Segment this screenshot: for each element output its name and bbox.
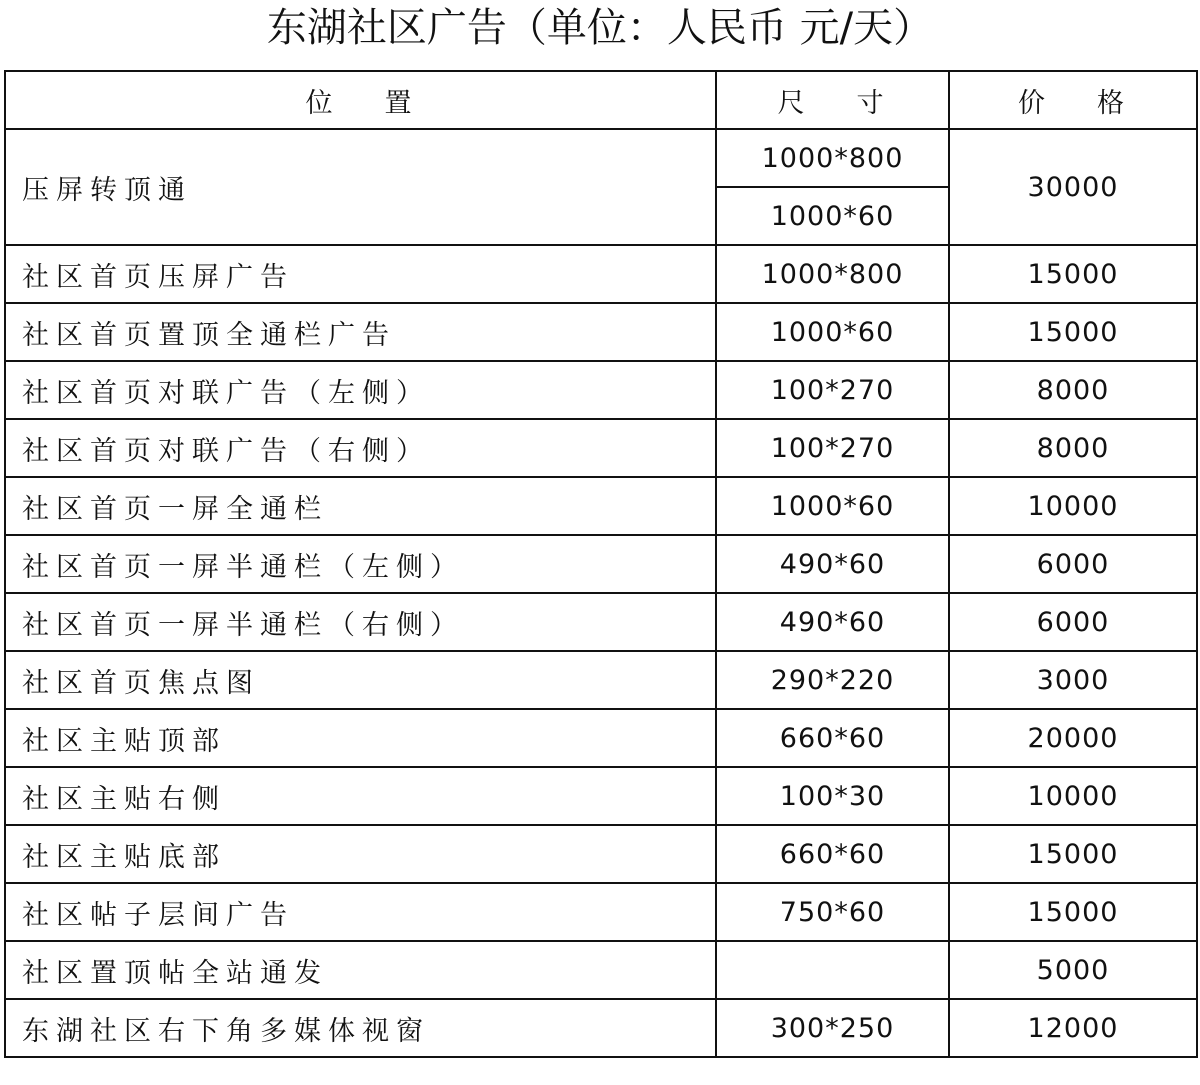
position-cell: 压屏转顶通 — [5, 129, 716, 245]
header-price-char-2: 格 — [1097, 87, 1128, 119]
position-cell: 社区首页置顶全通栏广告 — [5, 303, 716, 361]
price-cell: 8000 — [949, 361, 1197, 419]
table-row — [5, 535, 1197, 593]
header-position — [5, 71, 716, 129]
price-cell: 15000 — [949, 303, 1197, 361]
size-cell: 490*60 — [716, 593, 949, 651]
table-row — [5, 303, 1197, 361]
table-row — [5, 419, 1197, 477]
position-cell: 社区首页压屏广告 — [5, 245, 716, 303]
position-cell: 社区主贴底部 — [5, 825, 716, 883]
position-cell: 社区首页焦点图 — [5, 651, 716, 709]
price-cell: 30000 — [949, 129, 1197, 245]
header-size — [716, 71, 949, 129]
header-price-char-1: 价 — [1018, 87, 1049, 119]
header-size-char-1: 尺 — [777, 87, 809, 119]
price-cell: 6000 — [949, 593, 1197, 651]
table-row — [5, 651, 1197, 709]
price-cell: 10000 — [949, 477, 1197, 535]
size-cell: 1000*60 — [716, 187, 949, 245]
table-row — [5, 477, 1197, 535]
price-cell: 20000 — [949, 709, 1197, 767]
size-cell: 1000*800 — [716, 129, 949, 187]
price-cell: 3000 — [949, 651, 1197, 709]
size-cell: 300*250 — [716, 999, 949, 1057]
header-price — [949, 71, 1197, 129]
size-cell: 1000*60 — [716, 303, 949, 361]
table-row — [5, 709, 1197, 767]
page-title: 东湖社区广告（单位：人民币 元/天） — [266, 5, 934, 51]
position-cell: 社区主贴顶部 — [5, 709, 716, 767]
price-cell: 8000 — [949, 419, 1197, 477]
position-cell: 社区帖子层间广告 — [5, 883, 716, 941]
size-cell: 660*60 — [716, 825, 949, 883]
table-header-row — [5, 71, 1197, 129]
size-cell: 660*60 — [716, 709, 949, 767]
position-cell: 社区首页对联广告（左侧） — [5, 361, 716, 419]
header-size-char-2: 寸 — [856, 87, 888, 119]
ad-price-table — [4, 70, 1198, 1058]
size-cell — [716, 941, 949, 999]
price-cell: 12000 — [949, 999, 1197, 1057]
table-row — [5, 941, 1197, 999]
price-cell: 15000 — [949, 883, 1197, 941]
position-cell: 社区主贴右侧 — [5, 767, 716, 825]
size-cell: 100*30 — [716, 767, 949, 825]
position-cell: 社区首页一屏全通栏 — [5, 477, 716, 535]
table-row — [5, 361, 1197, 419]
price-cell: 6000 — [949, 535, 1197, 593]
table-row — [5, 767, 1197, 825]
size-cell: 750*60 — [716, 883, 949, 941]
table-row — [5, 883, 1197, 941]
header-position-char-1: 位 — [305, 87, 337, 119]
price-cell: 5000 — [949, 941, 1197, 999]
position-cell: 社区置顶帖全站通发 — [5, 941, 716, 999]
size-cell: 100*270 — [716, 361, 949, 419]
price-cell: 15000 — [949, 245, 1197, 303]
size-cell: 290*220 — [716, 651, 949, 709]
table-row — [5, 129, 1197, 187]
position-cell: 社区首页一屏半通栏（左侧） — [5, 535, 716, 593]
position-cell: 东湖社区右下角多媒体视窗 — [5, 999, 716, 1057]
price-cell: 15000 — [949, 825, 1197, 883]
table-row — [5, 999, 1197, 1057]
table-row — [5, 593, 1197, 651]
size-cell: 1000*800 — [716, 245, 949, 303]
price-cell: 10000 — [949, 767, 1197, 825]
table-row — [5, 245, 1197, 303]
header-position-char-2: 置 — [384, 87, 416, 119]
position-cell: 社区首页一屏半通栏（右侧） — [5, 593, 716, 651]
size-cell: 490*60 — [716, 535, 949, 593]
size-cell: 100*270 — [716, 419, 949, 477]
table-row — [5, 825, 1197, 883]
position-cell: 社区首页对联广告（右侧） — [5, 419, 716, 477]
size-cell: 1000*60 — [716, 477, 949, 535]
